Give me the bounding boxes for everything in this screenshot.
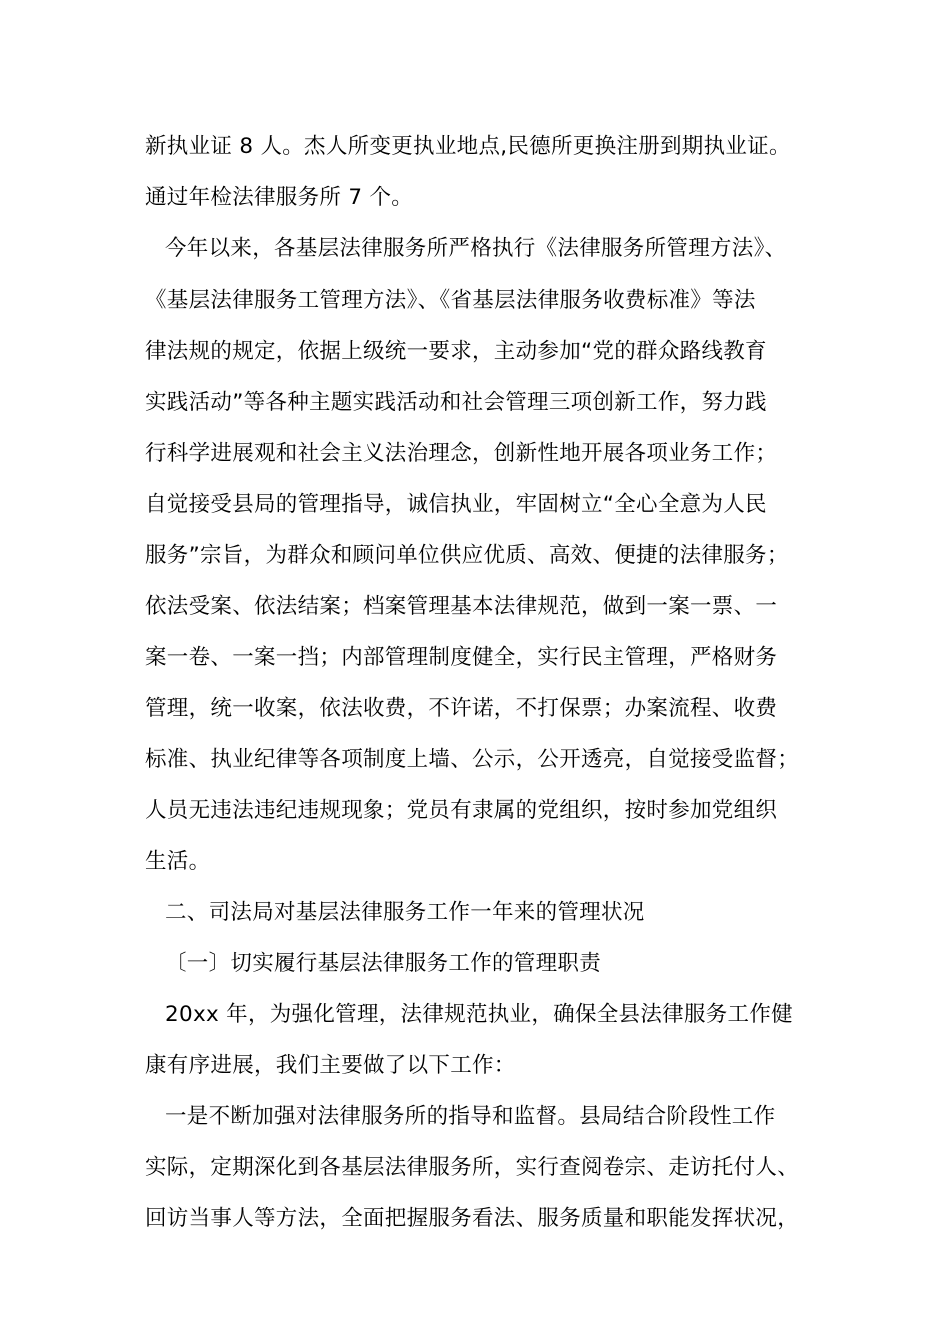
- section-heading: 二、司法局对基层法律服务工作一年来的管理状况: [165, 900, 645, 925]
- text-line: 康有序进展，我们主要做了以下工作：: [145, 1053, 516, 1078]
- text-line: 自觉接受县局的管理指导，诚信执业，牢固树立“全心全意为人民: [145, 492, 767, 517]
- text-line: 通过年检法律服务所 7 个。: [145, 185, 414, 210]
- text-line: 回访当事人等方法，全面把握服务看法、服务质量和职能发挥状况，: [145, 1206, 800, 1231]
- text-line: 标准、执业纪律等各项制度上墙、公示，公开透亮，自觉接受监督；: [145, 747, 800, 772]
- text-line: 人员无违法违纪违规现象；党员有隶属的党组织，按时参加党组织: [145, 798, 778, 823]
- paragraph-start-line: 今年以来，各基层法律服务所严格执行《法律服务所管理方法》、: [165, 236, 787, 261]
- text-line: 实践活动”等各种主题实践活动和社会管理三项创新工作，努力践: [145, 390, 767, 415]
- text-line: 律法规的规定，依据上级统一要求，主动参加“党的群众路线教育: [145, 339, 767, 364]
- text-line: 新执业证 8 人。杰人所变更执业地点,民德所更换注册到期执业证。: [145, 134, 791, 159]
- text-line: 实际，定期深化到各基层法律服务所，实行查阅卷宗、走访托付人、: [145, 1155, 800, 1180]
- text-line: 《基层法律服务工管理方法》、《省基层法律服务收费标准》等法: [145, 288, 756, 313]
- text-line: 生活。: [145, 849, 211, 874]
- text-line: 案一卷、一案一挡；内部管理制度健全，实行民主管理，严格财务: [145, 645, 778, 670]
- paragraph-start-line: 20xx 年，为强化管理，法律规范执业，确保全县法律服务工作健: [165, 1002, 793, 1027]
- text-line: 管理，统一收案，依法收费，不许诺，不打保票；办案流程、收费: [145, 696, 778, 721]
- subsection-heading: 〔一〕切实履行基层法律服务工作的管理职责: [165, 951, 602, 976]
- text-line: 依法受案、依法结案；档案管理基本法律规范，做到一案一票、一: [145, 594, 778, 619]
- text-line: 行科学进展观和社会主义法治理念，创新性地开展各项业务工作；: [145, 441, 778, 466]
- text-line: 服务”宗旨，为群众和顾问单位供应优质、高效、便捷的法律服务；: [145, 543, 789, 568]
- paragraph-start-line: 一是不断加强对法律服务所的指导和监督。县局结合阶段性工作: [165, 1104, 776, 1129]
